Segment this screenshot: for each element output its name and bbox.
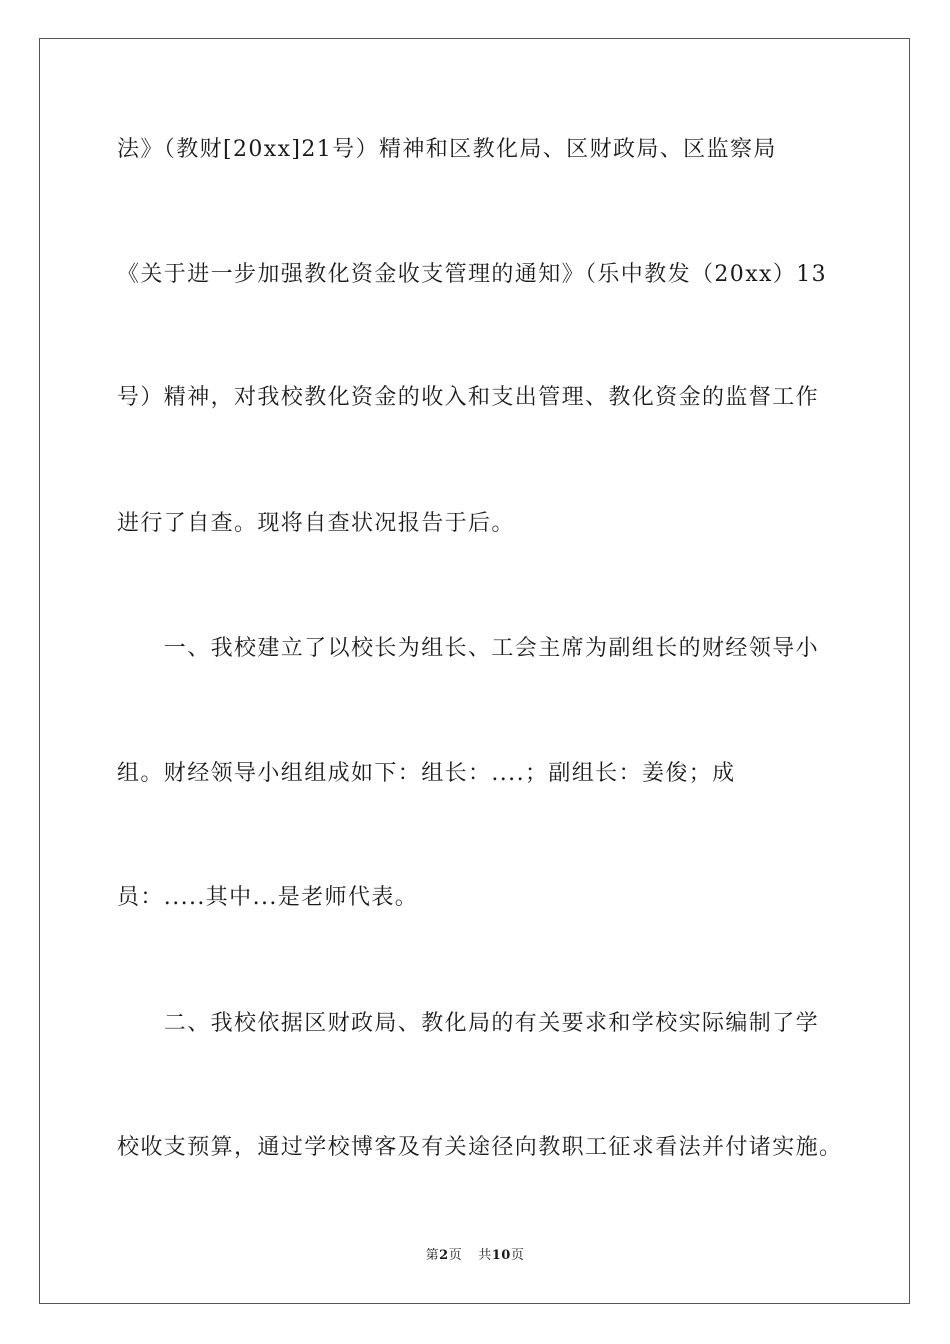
page-current: 2: [439, 1248, 449, 1263]
paragraph-line: 组。财经领导小组组成如下：组长：....；副组长：姜俊；成: [117, 761, 736, 786]
paragraph-line: 员：.....其中...是老师代表。: [117, 885, 419, 910]
paragraph-line: 法》（教财[20xx]21号）精神和区教化局、区财政局、区监察局: [117, 137, 777, 162]
page-total: 10: [491, 1248, 511, 1263]
total-suffix: 页: [510, 1248, 525, 1263]
paragraph-line: 进行了自查。现将自查状况报告于后。: [117, 511, 515, 536]
paragraph-line: 号）精神，对我校教化资金的收入和支出管理、教化资金的监督工作: [117, 385, 820, 410]
page-prefix: 第: [425, 1248, 440, 1263]
paragraph-line: 校收支预算，通过学校博客及有关途径向教职工征求看法并付诸实施。: [117, 1135, 843, 1160]
paragraph-line: 一、我校建立了以校长为组长、工会主席为副组长的财经领导小: [117, 636, 820, 661]
paragraph-line: 《关于进一步加强教化资金收支管理的通知》（乐中教发（20xx）13: [117, 262, 828, 287]
page-suffix: 页: [448, 1248, 463, 1263]
paragraph-line: 二、我校依据区财政局、教化局的有关要求和学校实际编制了学: [117, 1011, 820, 1036]
total-prefix: 共: [478, 1248, 492, 1263]
page-footer: [0, 1247, 950, 1265]
page-border: [39, 38, 910, 1304]
